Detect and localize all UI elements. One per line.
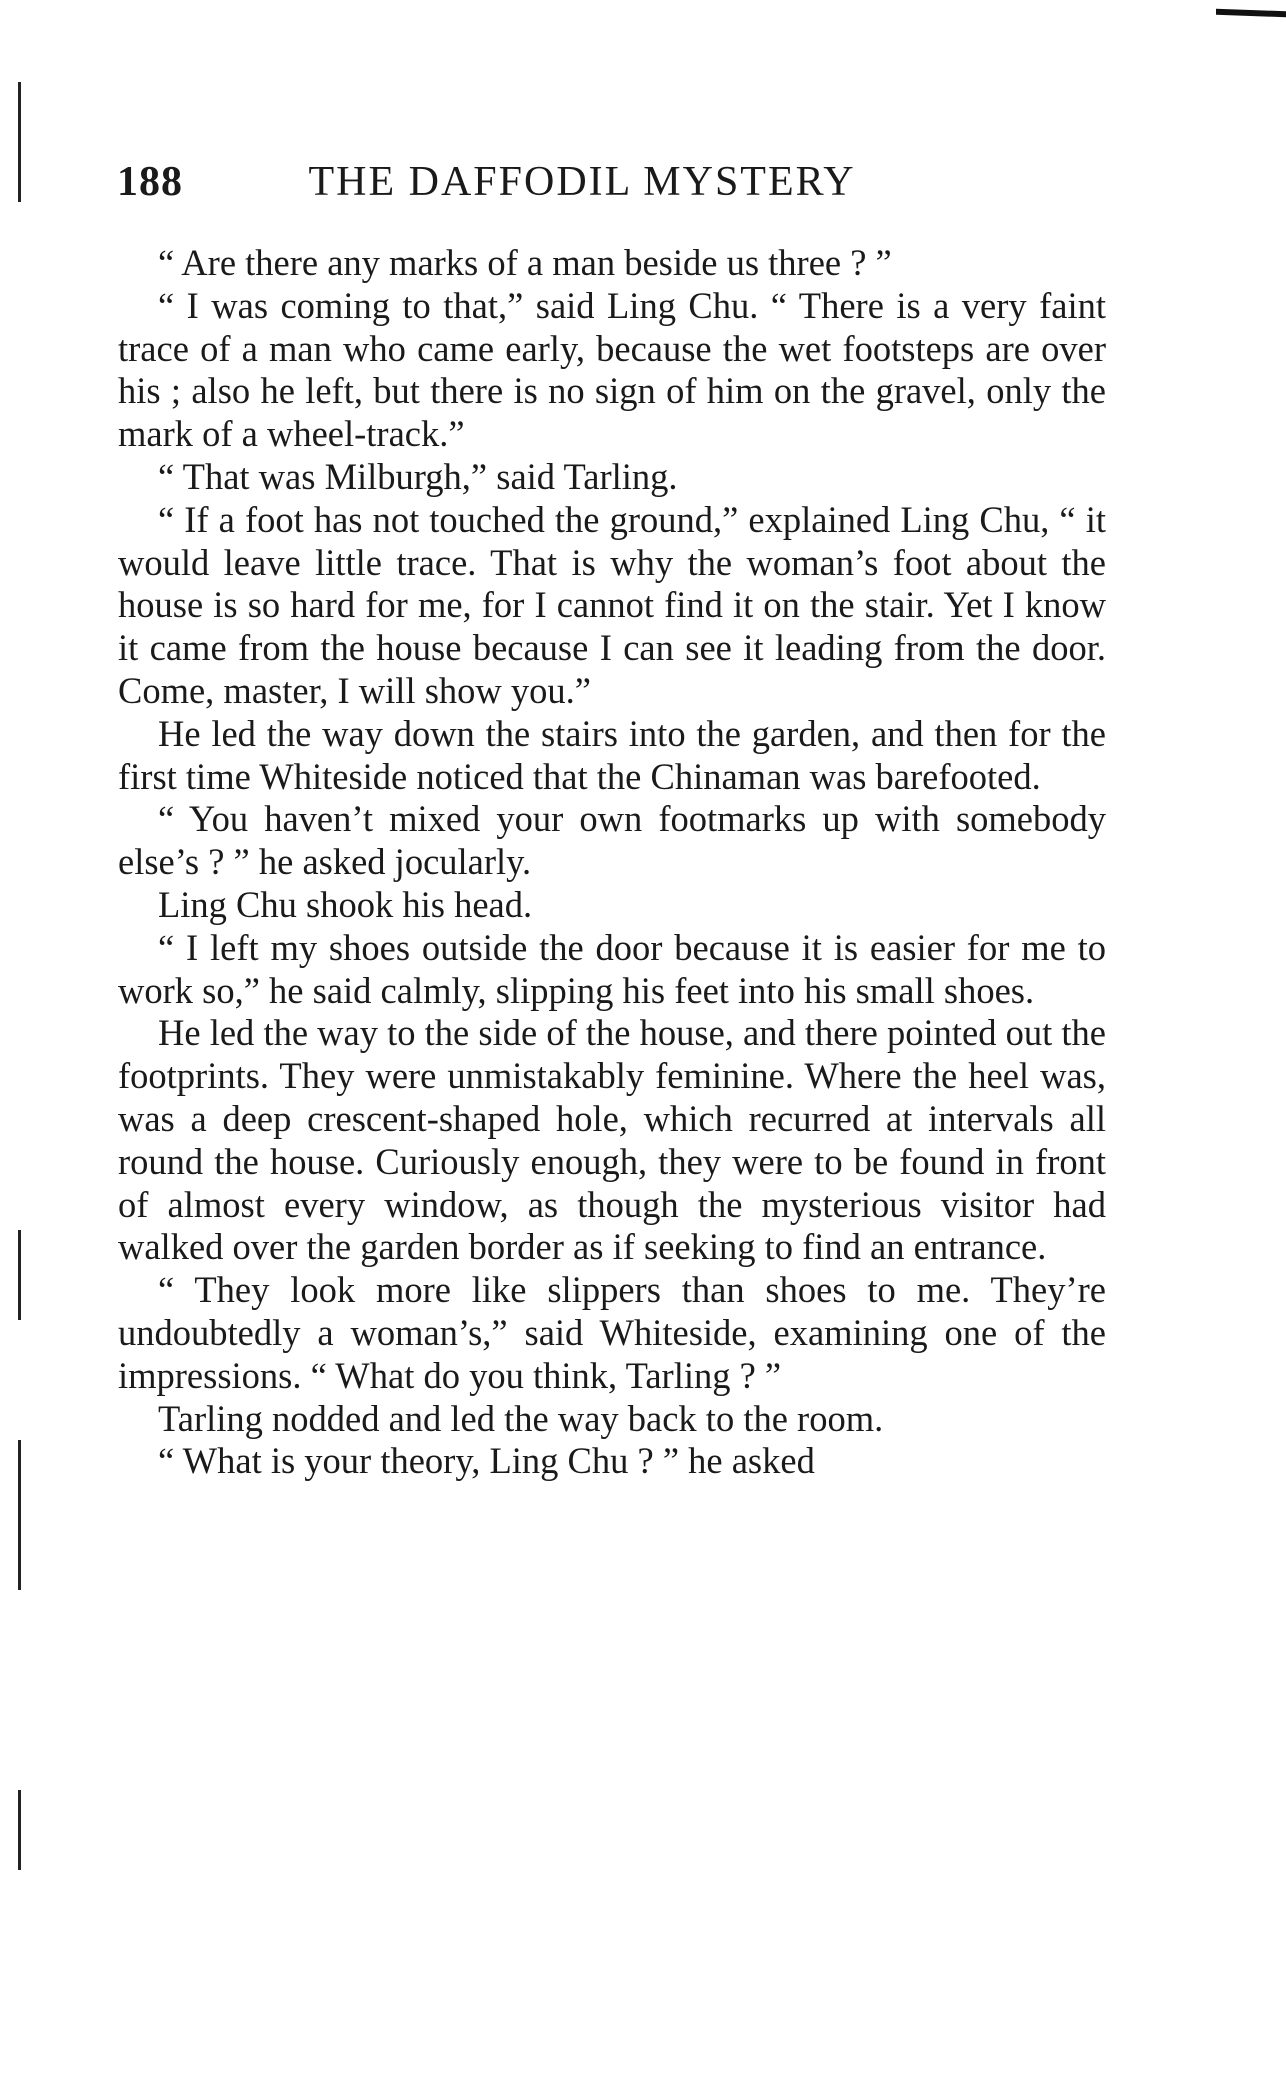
paragraph: Ling Chu shook his head.	[158, 883, 533, 925]
paragraph: “ I left my shoes outside the door because it is easier for me to work so,” he said calmly, slipping his feet into his small shoes.	[118, 926, 1106, 1011]
paragraph: “ That was Milburgh,” said Tarling.	[158, 455, 678, 497]
paragraph: “ What is your theory, Ling Chu ? ” he asked	[158, 1440, 815, 1482]
paragraph: He led the way to the side of the house, and there pointed out the footprints. They were unmistakably feminine. Where the heel was, was a deep crescent-shaped hole, which recurred at intervals all round the house. Curiously enough, they were to be found in front of almost every window, as though the mysterious visitor had walked over the garden border as if seeking to find an entrance.	[118, 1012, 1106, 1268]
scan-edge-mark	[18, 1790, 21, 1870]
page-number: 188	[117, 159, 183, 205]
body-text	[118, 242, 1106, 1483]
running-head	[117, 152, 1117, 212]
scan-edge-mark	[18, 1440, 21, 1590]
paragraph: Tarling nodded and led the way back to the room.	[158, 1397, 884, 1439]
paragraph: “ I was coming to that,” said Ling Chu. “ There is a very faint trace of a man who came early, because the wet footsteps are over his ; also he left, but there is no sign of him on the gravel, only the mark of a wheel-track.”	[118, 284, 1106, 455]
book-title: THE DAFFODIL MYSTERY	[308, 159, 856, 205]
paragraph: “ Are there any marks of a man beside us three ? ”	[158, 242, 892, 283]
paragraph: He led the way down the stairs into the garden, and then for the first time Whiteside noticed that the Chinaman was barefooted.	[118, 712, 1106, 797]
scan-corner-mark	[1216, 9, 1286, 17]
scan-edge-mark	[18, 1230, 21, 1320]
paragraph: “ If a foot has not touched the ground,” explained Ling Chu, “ it would leave little trace. That is why the woman’s foot about the house is so hard for me, for I cannot find it on the stair. Yet I know it came from the house because I can see it leading from the door. Come, master, I will show you.”	[118, 498, 1106, 711]
paragraph: “ You haven’t mixed your own footmarks up with somebody else’s ? ” he asked jocularly.	[118, 798, 1106, 883]
paragraph: “ They look more like slippers than shoes to me. They’re undoubtedly a woman’s,” said Whiteside, examining one of the impressions. “ What do you think, Tarling ? ”	[118, 1269, 1106, 1396]
scan-edge-mark	[18, 82, 21, 202]
